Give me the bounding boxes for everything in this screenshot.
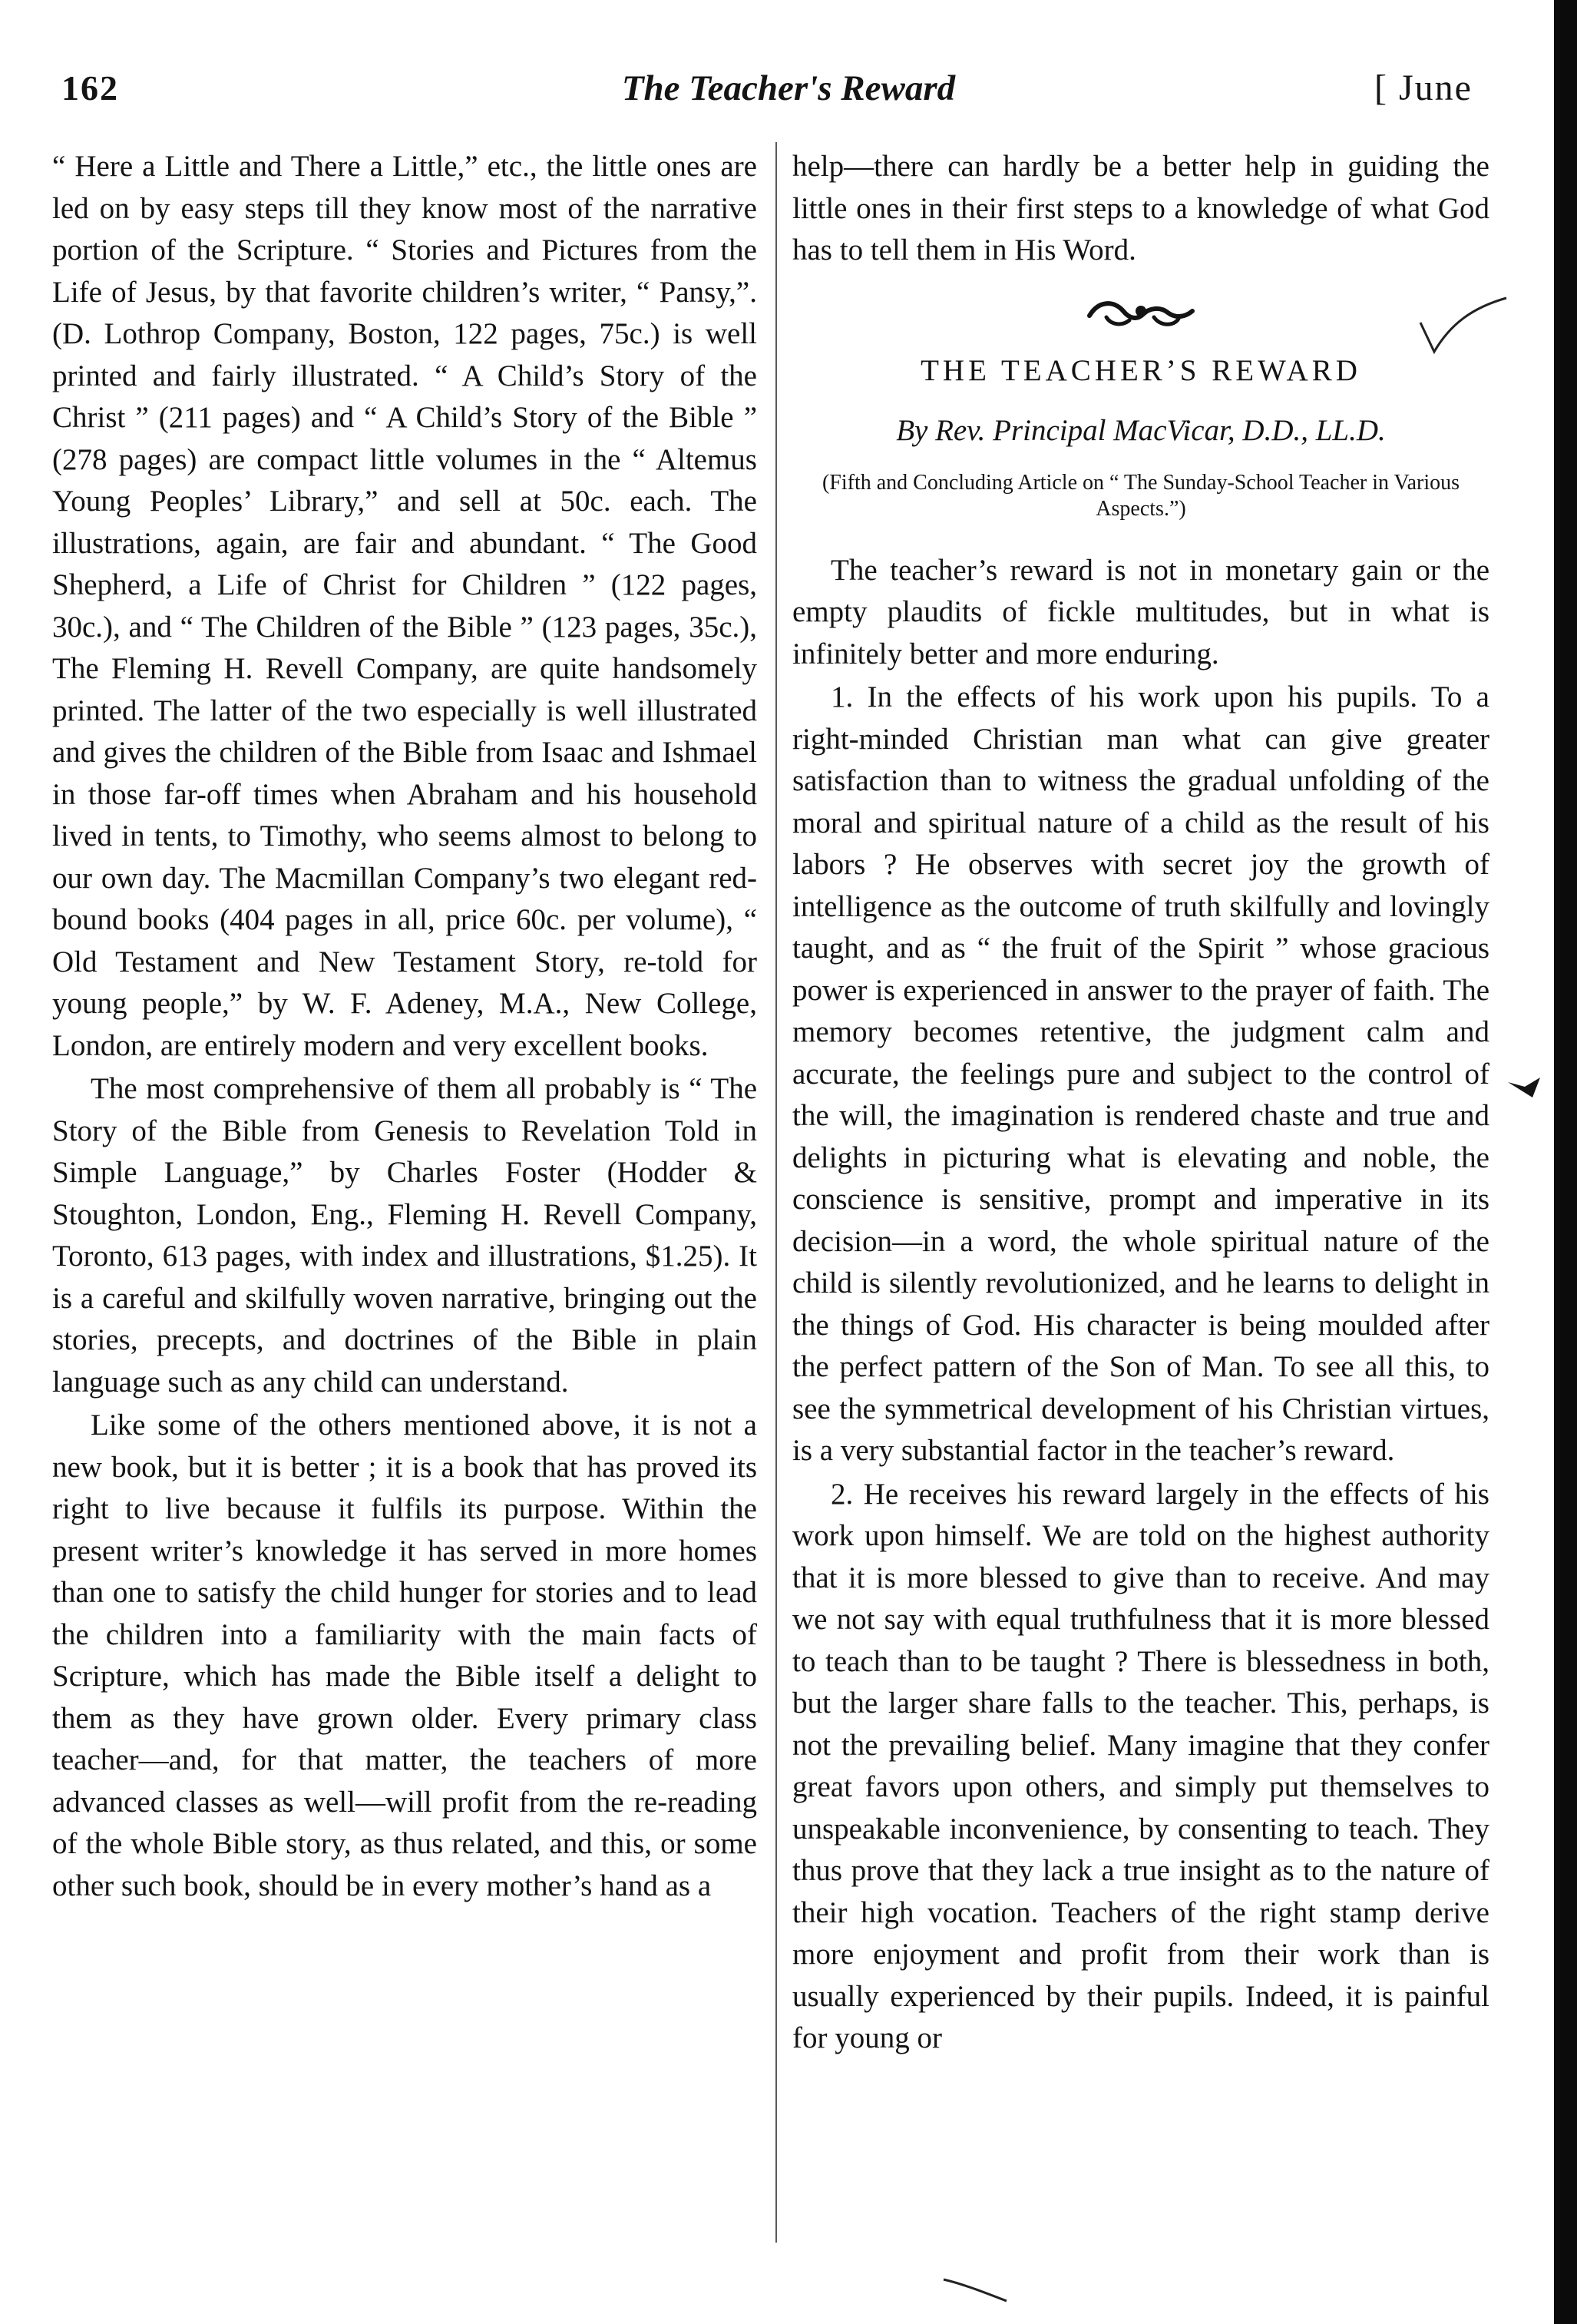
printer-fleuron-icon bbox=[792, 283, 1489, 344]
book-gutter bbox=[1554, 0, 1577, 2324]
paragraph: 2. He receives his reward largely in the effects of his work upon himself. We are told on the highest authority that it is more blessed to give than to receive. And may we not say with equal truthfulness that it is more blessed to teach than to be taught ? There is blessedness in both, but the larger share falls to the teacher. This, perhaps, is not the prevailing belief. Many imagine that they confer great favors upon others, and simply put themselves to unspeakable inconvenience, by consenting to teach. They thus prove that they lack a true insight as to the nature of their high vocation. Teachers of the right stamp derive more enjoyment and profit from their work than is usually experienced by their pupils. Indeed, it is painful for young or bbox=[792, 1477, 1489, 2054]
article-title: THE TEACHER’S REWARD bbox=[921, 353, 1361, 387]
article-subtitle: (Fifth and Concluding Article on “ The Sunday-School Teacher in Various Aspects.”) bbox=[822, 470, 1460, 521]
bottom-pen-mark bbox=[941, 2273, 1010, 2304]
column-divider bbox=[775, 142, 777, 2243]
running-title: The Teacher's Reward bbox=[621, 68, 956, 108]
left-column bbox=[52, 146, 757, 1907]
paragraph: The teacher’s reward is not in monetary gain or the empty plaudits of fickle multitudes, but in what is infinitely better and more enduring. bbox=[792, 553, 1489, 670]
paragraph: 1. In the effects of his work upon his pupils. To a right-minded Christian man what can give greater satisfaction than to witness the gradual unfolding of the moral and spiritual nature of a child as the result of his labors ? He observes with secret joy the growth of intelligence as the outcome of truth skilfully and lovingly taught, and as “ the fruit of the Spirit ” whose gracious power is experienced in answer to the prayer of faith. The memory becomes retentive, the judgment calm and accurate, the feelings pure and subject to the control of the will, the imagination is rendered chaste and true and delights in picturing what is elevating and noble, the conscience is sensitive, prompt and imperative in its decision—in a word, the whole spiritual nature of the child is silently revolutionized, and he learns to delight in the things of God. His character is being moulded after the perfect pattern of the Son of Man. To see all this, to see the symmetrical development of his Christian virtues, is a very substantial factor in the teacher’s reward. bbox=[792, 680, 1489, 1467]
paragraph: The most comprehensive of them all probably is “ The Story of the Bible from Genesis to Revelation Told in Simple Language,” by Charles Foster (Hodder & Stoughton, London, Eng., Fleming H. Revell Company, Toronto, 613 pages, with index and illustrations, $1.25). It is a careful and skilfully woven narrative, bringing out the stories, precepts, and doctrines of the Bible in plain language such as any child can understand. bbox=[52, 1072, 757, 1399]
running-month: [ June bbox=[1374, 68, 1473, 108]
pen-checkmark-mark bbox=[1413, 292, 1513, 361]
article-byline: By Rev. Principal MacVicar, D.D., LL.D. bbox=[896, 413, 1386, 447]
right-column bbox=[792, 146, 1489, 2060]
paragraph: “ Here a Little and There a Little,” etc., the little ones are led on by easy steps till they know most of the narrative portion of the Scripture. “ Stories and Pictures from the Life of Jesus, by that favorite children’s writer, “ Pansy,”. (D. Lothrop Company, Boston, 122 pages, 75c.) is well printed and fairly illustrated. “ A Child’s Story of the Christ ” (211 pages) and “ A Child’s Story of the Bible ” (278 pages) are compact little volumes in the “ Altemus Young Peoples’ Library,” and sell at 50c. each. The illustrations, again, are fair and abundant. “ The Good Shepherd, a Life of Christ for Children ” (122 pages, 30c.), and “ The Children of the Bible ” (123 pages, 35c.), The Fleming H. Revell Company, are quite handsomely printed. The latter of the two especially is well illustrated and gives the children of the Bible from Isaac and Ishmael in those far-off times when Abraham and his household lived in tents, to Timothy, who seems almost to belong to our own day. The Macmillan Company’s two elegant red-bound books (404 pages in all, price 60c. per volume), “ Old Testament and New Testament Story, re-told for young people,” by W. F. Adeney, M.A., New College, London, are entirely modern and very excellent books. bbox=[52, 150, 757, 1062]
paragraph: Like some of the others mentioned above, it is not a new book, but it is better ; it is a book that has proved its right to live because it fulfils its purpose. Within the present writer’s knowledge it has served in more homes than one to satisfy the child hunger for stories and to lead the children into a familiarity with the main facts of Scripture, which has made the Bible itself a delight to them as they have grown older. Every primary class teacher—and, for that matter, the teachers of more advanced classes as well—will profit from the re-reading of the whole Bible story, as thus related, and this, or some other such book, should be in every mother’s hand as a bbox=[52, 1409, 757, 1902]
continuation-paragraph: help—there can hardly be a better help in guiding the little ones in their first steps to a knowledge of what God has to tell them in His Word. bbox=[792, 150, 1489, 266]
margin-arrow-mark bbox=[1505, 1071, 1543, 1102]
page-number: 162 bbox=[61, 68, 119, 108]
